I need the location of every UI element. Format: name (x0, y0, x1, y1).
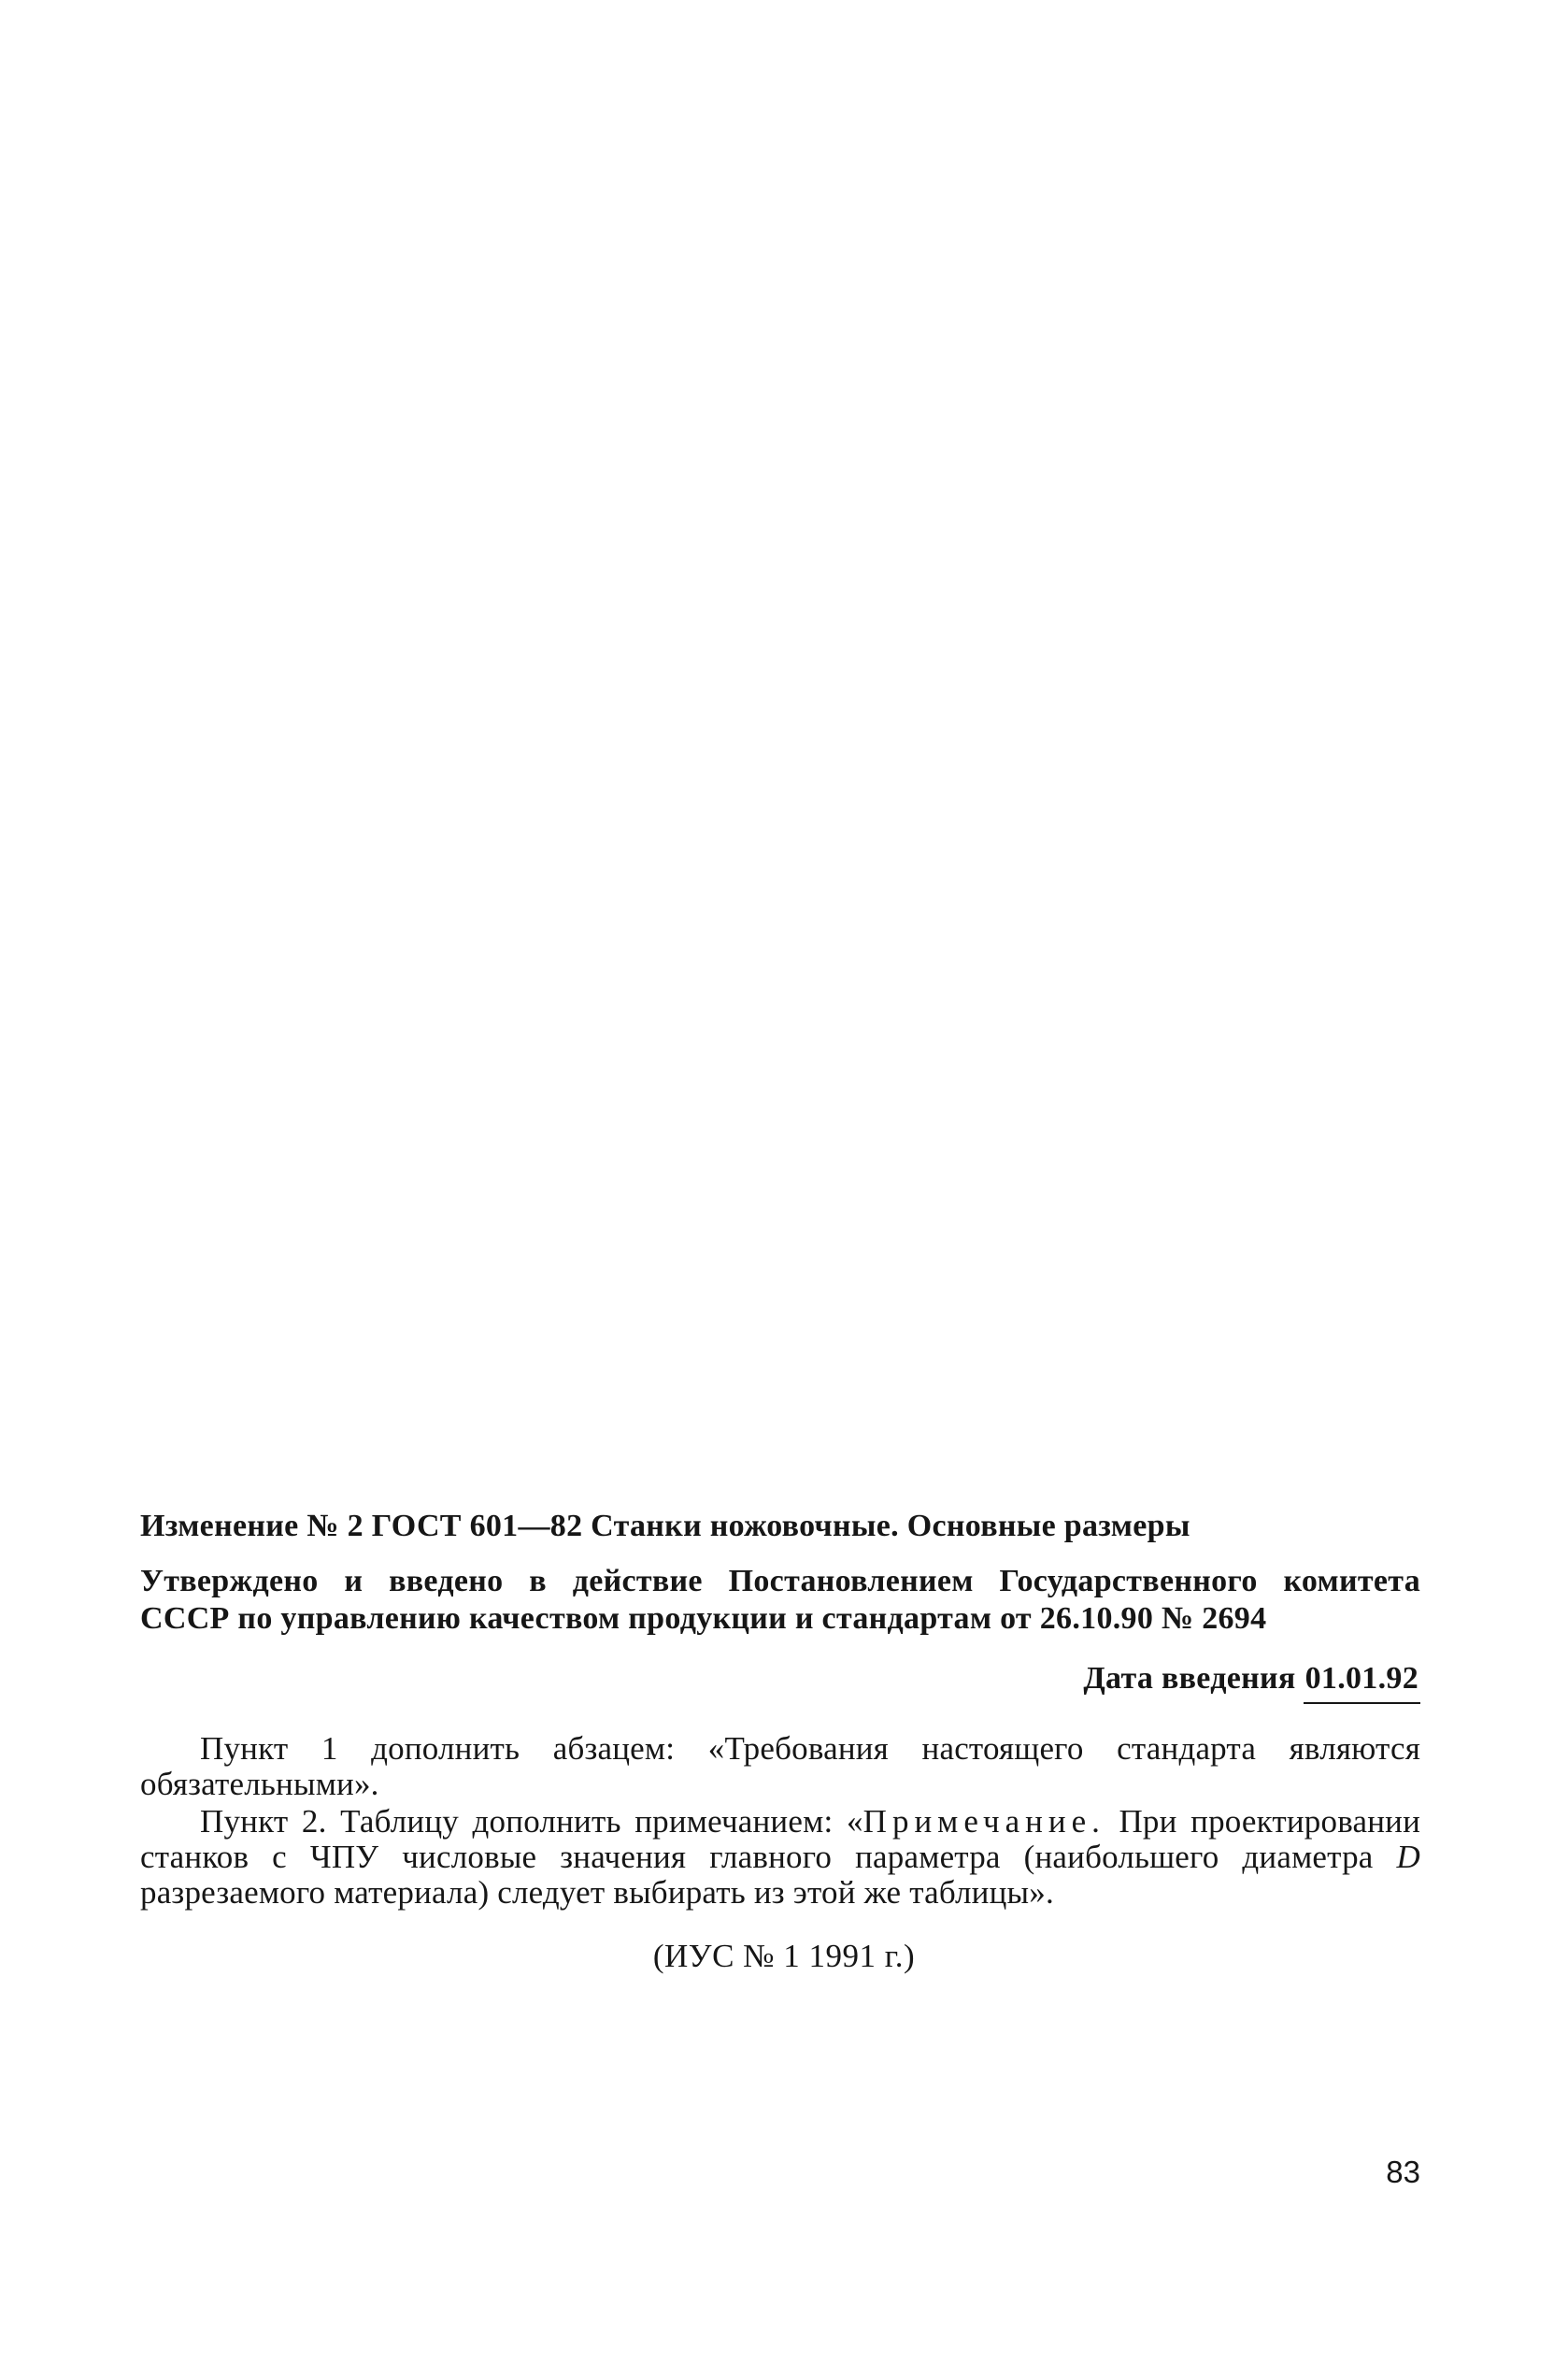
amendment-paragraph (140, 1804, 1420, 1911)
paragraph-text: Пункт 2. Таблицу дополнить примечанием: « (200, 1803, 863, 1840)
approval-line: Утверждено и введено в действие Постановлением Государственного комитета (140, 1564, 1420, 1598)
amendment-heading: Изменение № 2 ГОСТ 601—82 Станки ножовочные. Основные размеры (140, 1509, 1190, 1543)
approval-statement (140, 1563, 1420, 1638)
paragraph-text: При проектировании станков с ЧПУ числовые значения главного параметра (наибольшего диаметра (140, 1803, 1421, 1875)
amendment-body (140, 1731, 1420, 1911)
effective-date-value: 01.01.92 (1304, 1659, 1420, 1704)
page-number: 83 (1386, 2155, 1420, 2189)
approval-line: СССР по управлению качеством продукции и стандартам от 26.10.90 № 2694 (140, 1601, 1267, 1636)
paragraph-text: разрезаемого материала) следует выбирать из этой же таблицы». (140, 1874, 1054, 1911)
source-reference: (ИУС № 1 1991 г.) (652, 1938, 916, 1974)
diameter-symbol: D (1396, 1839, 1420, 1875)
effective-date (140, 1659, 1420, 1704)
note-word: Примечание. (862, 1803, 1105, 1840)
effective-date-label: Дата введения (1083, 1661, 1296, 1696)
amendment-paragraph: Пункт 1 дополнить абзацем: «Требования настоящего стандарта являются обязательными». (140, 1730, 1420, 1802)
